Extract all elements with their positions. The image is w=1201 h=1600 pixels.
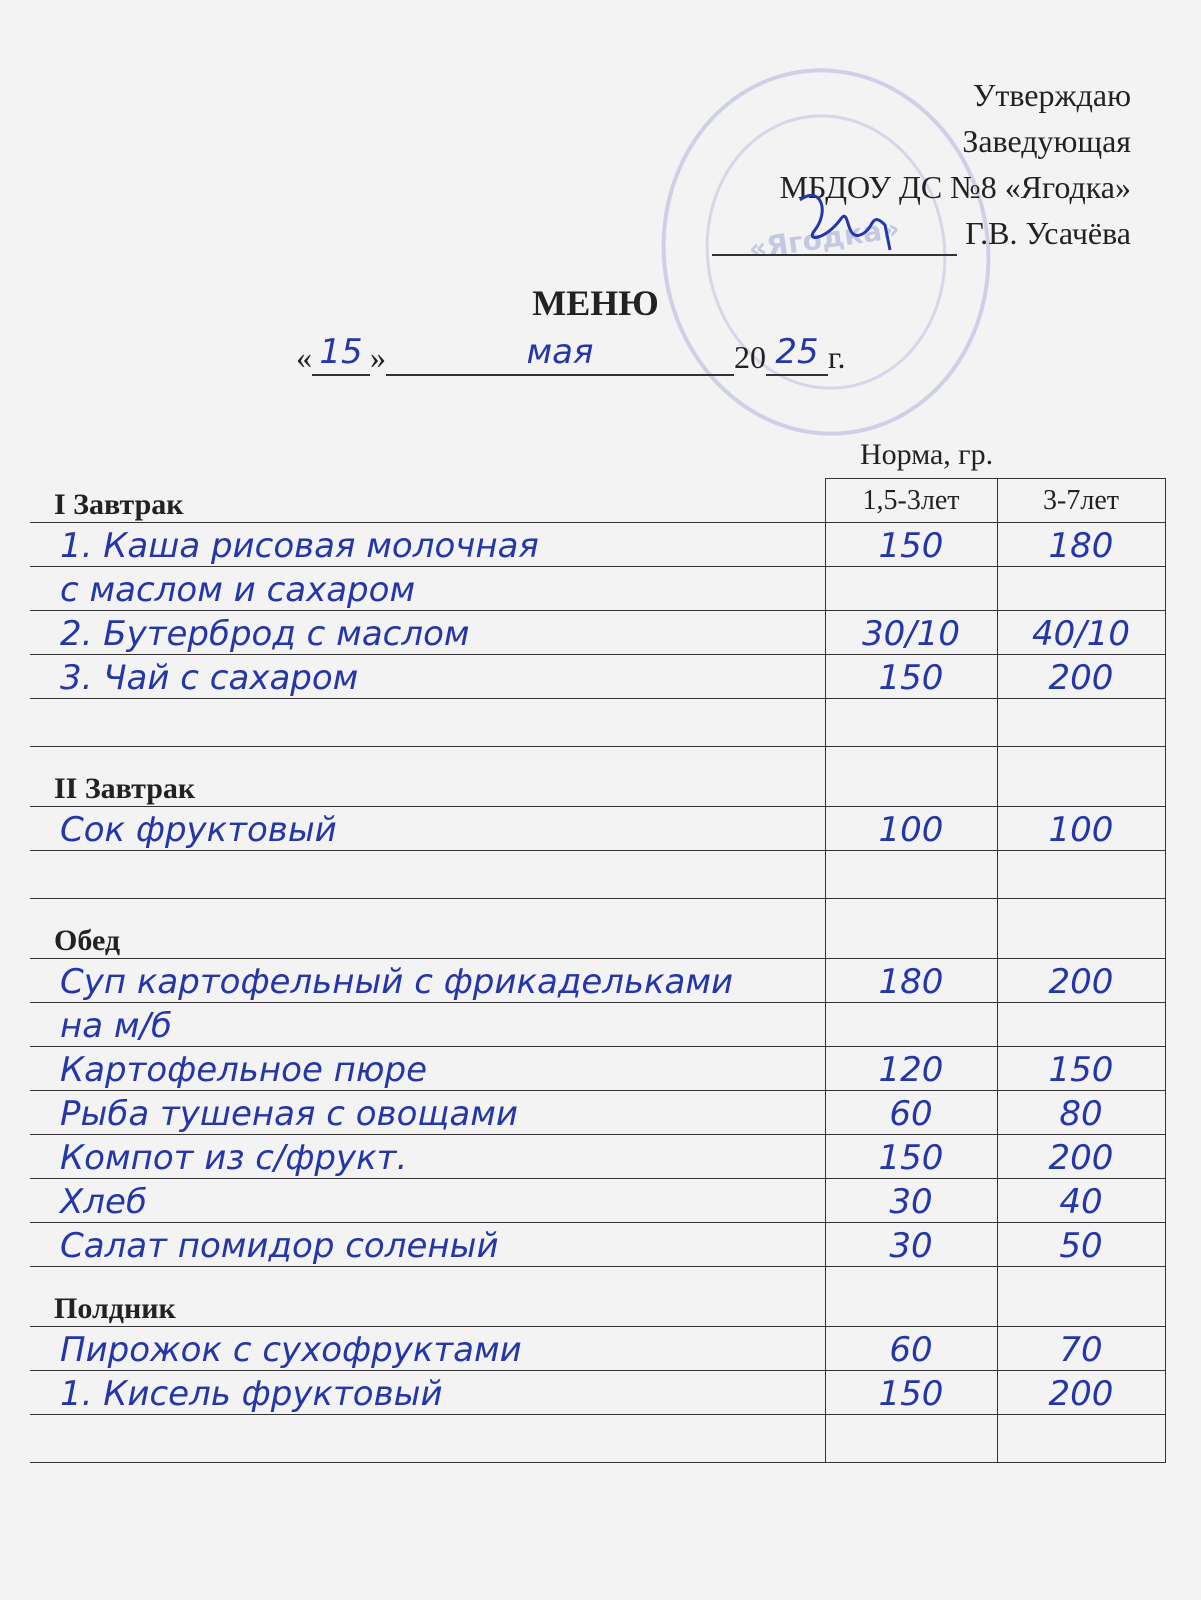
norm-age1-cell xyxy=(825,1223,997,1267)
dish-name: Рыба тушеная с овощами xyxy=(60,1094,518,1134)
norm-age2-cell xyxy=(997,1371,1165,1415)
norm-age2-cell xyxy=(997,655,1165,699)
table-row xyxy=(30,1327,1165,1371)
norm-age1: 150 xyxy=(878,1374,944,1414)
table-row xyxy=(30,807,1165,851)
approval-line-3: МБДОУ ДС №8 «Ягодка» xyxy=(779,169,1131,205)
norm-age2-cell xyxy=(997,1047,1165,1091)
norm-age2-cell xyxy=(997,523,1165,567)
table-row xyxy=(30,611,1165,655)
approval-signer: Г.В. Усачёва xyxy=(965,215,1131,251)
norm-age1: 150 xyxy=(878,526,944,566)
date-month-blank xyxy=(386,332,734,376)
norm-age1: 60 xyxy=(889,1094,933,1134)
dish-name: Компот из с/фрукт. xyxy=(60,1138,408,1178)
table-row xyxy=(30,851,1165,899)
section-title: Обед xyxy=(30,899,825,959)
dish-name: Картофельное пюре xyxy=(60,1050,428,1090)
dish-cell xyxy=(30,1091,825,1135)
norm-age1: 60 xyxy=(889,1330,933,1370)
table-row xyxy=(30,959,1165,1003)
table-row xyxy=(30,699,1165,747)
norm-age1: 100 xyxy=(878,810,944,850)
norm-age2-cell xyxy=(997,1135,1165,1179)
table-row xyxy=(30,479,1165,523)
norm-age1-cell xyxy=(825,1003,997,1047)
norm-age1-cell xyxy=(825,523,997,567)
norm-age1-cell xyxy=(825,1267,997,1327)
dish-cell xyxy=(30,1003,825,1047)
table-row xyxy=(30,655,1165,699)
col-header-age2: 3-7лет xyxy=(997,479,1165,523)
dish-name: 1. Каша рисовая молочная xyxy=(60,526,539,566)
norm-age2: 40/10 xyxy=(1032,614,1130,654)
norm-age1-cell xyxy=(825,567,997,611)
table-row xyxy=(30,523,1165,567)
norm-age2: 150 xyxy=(1048,1050,1114,1090)
dish-name: на м/б xyxy=(60,1006,172,1046)
table-row xyxy=(30,747,1165,807)
norm-age2-cell xyxy=(997,959,1165,1003)
section-title: Полдник xyxy=(30,1267,825,1327)
handwritten-signature xyxy=(790,180,900,260)
norm-age2-cell xyxy=(997,747,1165,807)
table-row xyxy=(30,899,1165,959)
norm-age1: 180 xyxy=(878,962,944,1002)
norm-age1-cell xyxy=(825,655,997,699)
norm-age1: 30 xyxy=(889,1226,933,1266)
date-close-quote: » xyxy=(370,339,386,375)
norm-age2-cell xyxy=(997,899,1165,959)
table-row xyxy=(30,1223,1165,1267)
date-year-blank xyxy=(766,332,828,376)
dish-name: Пирожок с сухофруктами xyxy=(60,1330,522,1370)
norm-age2: 200 xyxy=(1048,658,1114,698)
norm-age1-cell xyxy=(825,1179,997,1223)
table-row xyxy=(30,1179,1165,1223)
dish-cell xyxy=(30,1371,825,1415)
dish-cell xyxy=(30,1415,825,1463)
dish-cell xyxy=(30,1047,825,1091)
date-day-blank xyxy=(312,332,370,376)
dish-name: Хлеб xyxy=(60,1182,147,1222)
norm-age1-cell xyxy=(825,1135,997,1179)
norm-age2-cell xyxy=(997,1091,1165,1135)
norm-age2-cell xyxy=(997,807,1165,851)
dish-name: 2. Бутерброд с маслом xyxy=(60,614,470,654)
norm-age1-cell xyxy=(825,899,997,959)
norm-age1-cell xyxy=(825,1091,997,1135)
section-title: II Завтрак xyxy=(30,747,825,807)
norm-age2-cell xyxy=(997,1327,1165,1371)
dish-name: 1. Кисель фруктовый xyxy=(60,1374,443,1414)
norm-age2-cell xyxy=(997,1267,1165,1327)
dish-cell xyxy=(30,1135,825,1179)
table-row xyxy=(30,1047,1165,1091)
norm-age1: 150 xyxy=(878,658,944,698)
table-row xyxy=(30,1267,1165,1327)
dish-cell xyxy=(30,611,825,655)
table-row xyxy=(30,1415,1165,1463)
dish-cell xyxy=(30,1327,825,1371)
table-row xyxy=(30,1135,1165,1179)
dish-name: с маслом и сахаром xyxy=(60,570,416,610)
dish-cell xyxy=(30,851,825,899)
norm-age2: 100 xyxy=(1048,810,1114,850)
approval-line-1: Утверждаю xyxy=(972,77,1131,113)
dish-cell xyxy=(30,699,825,747)
norm-age2: 70 xyxy=(1059,1330,1103,1370)
norm-age1-cell xyxy=(825,1371,997,1415)
col-header-age1: 1,5-3лет xyxy=(825,479,997,523)
dish-name: 3. Чай с сахаром xyxy=(60,658,359,698)
norm-label: Норма, гр. xyxy=(860,438,994,471)
norm-age1-cell xyxy=(825,1047,997,1091)
page-title: МЕНЮ xyxy=(532,283,659,323)
norm-age1: 150 xyxy=(878,1138,944,1178)
stamp-text: «Ягодка» xyxy=(746,211,902,266)
section-title: I Завтрак xyxy=(30,479,825,523)
norm-age1-cell xyxy=(825,1327,997,1371)
dish-cell xyxy=(30,523,825,567)
norm-age2-cell xyxy=(997,611,1165,655)
norm-age1-cell xyxy=(825,747,997,807)
dish-cell xyxy=(30,655,825,699)
norm-age1-cell xyxy=(825,699,997,747)
date-year-prefix: 20 xyxy=(734,339,766,375)
dish-cell xyxy=(30,959,825,1003)
dish-name: Суп картофельный с фрикадельками xyxy=(60,962,734,1002)
table-row xyxy=(30,1091,1165,1135)
norm-age2-cell xyxy=(997,1003,1165,1047)
dish-cell xyxy=(30,567,825,611)
date-line xyxy=(296,332,846,386)
norm-age1-cell xyxy=(825,611,997,655)
date-open-quote: « xyxy=(296,339,312,375)
approval-line-2: Заведующая xyxy=(962,123,1131,159)
approval-signer-row xyxy=(712,210,1131,256)
norm-age2-cell xyxy=(997,1179,1165,1223)
norm-age1-cell xyxy=(825,1415,997,1463)
date-month: мая xyxy=(526,332,594,372)
norm-age2-cell xyxy=(997,699,1165,747)
norm-age2-cell xyxy=(997,851,1165,899)
norm-age1-cell xyxy=(825,959,997,1003)
dish-name: Сок фруктовый xyxy=(60,810,337,850)
date-year-suffix: 25 xyxy=(775,332,819,372)
dish-name: Салат помидор соленый xyxy=(60,1226,499,1266)
norm-age2-cell xyxy=(997,1415,1165,1463)
norm-age1: 120 xyxy=(878,1050,944,1090)
norm-age2: 40 xyxy=(1059,1182,1103,1222)
table-row xyxy=(30,1003,1165,1047)
norm-age2: 80 xyxy=(1059,1094,1103,1134)
norm-age2-cell xyxy=(997,567,1165,611)
norm-age1: 30/10 xyxy=(862,614,960,654)
dish-cell xyxy=(30,807,825,851)
norm-age2-cell xyxy=(997,1223,1165,1267)
date-day: 15 xyxy=(319,332,363,372)
norm-age2: 180 xyxy=(1048,526,1114,566)
menu-table xyxy=(30,478,1166,1463)
norm-age1-cell xyxy=(825,851,997,899)
approval-block xyxy=(712,72,1131,256)
date-year-unit: г. xyxy=(828,339,846,375)
dish-cell xyxy=(30,1179,825,1223)
table-row xyxy=(30,1371,1165,1415)
table-row xyxy=(30,567,1165,611)
norm-age2: 200 xyxy=(1048,1138,1114,1178)
dish-cell xyxy=(30,1223,825,1267)
norm-age2: 50 xyxy=(1059,1226,1103,1266)
norm-age2: 200 xyxy=(1048,1374,1114,1414)
norm-age1: 30 xyxy=(889,1182,933,1222)
norm-age1-cell xyxy=(825,807,997,851)
norm-age2: 200 xyxy=(1048,962,1114,1002)
